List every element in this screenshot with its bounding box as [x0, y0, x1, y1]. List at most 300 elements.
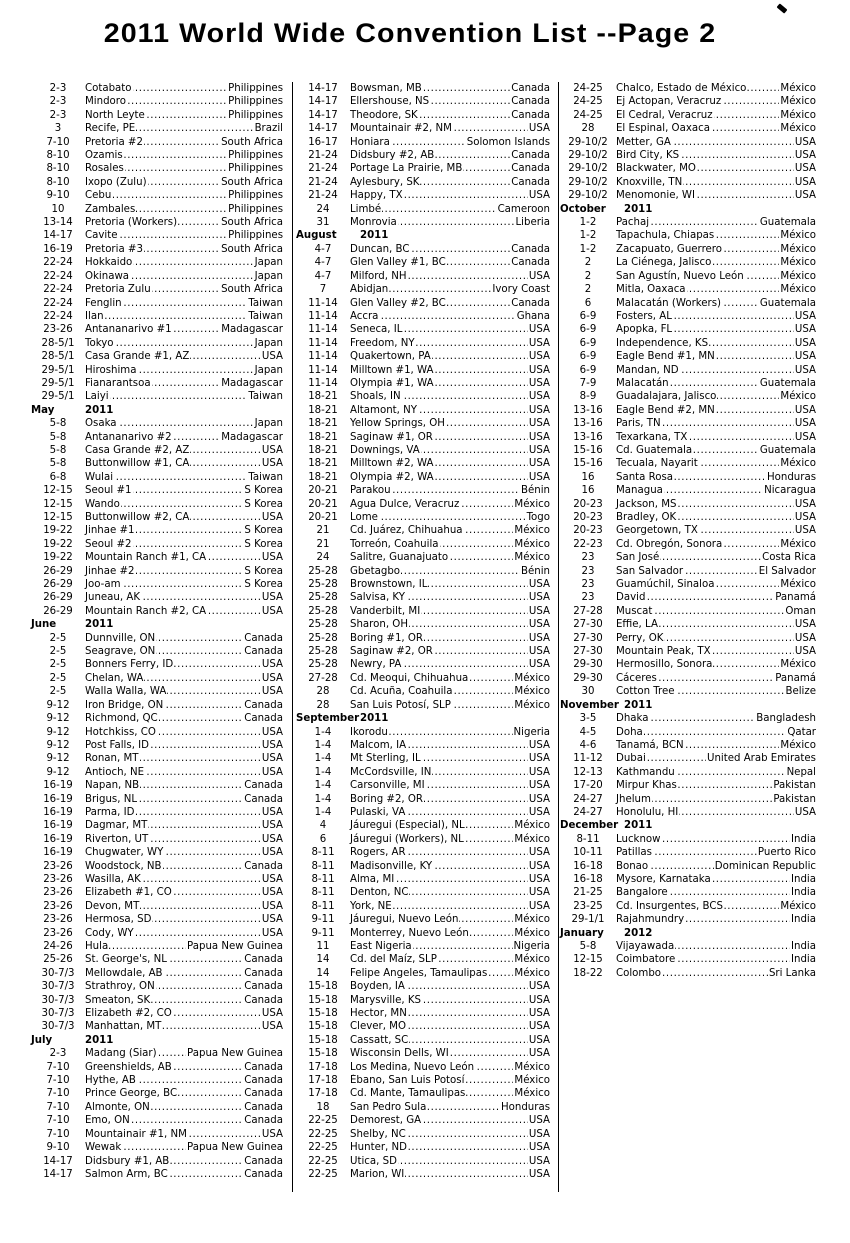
- convention-country: México: [780, 83, 816, 94]
- convention-country: South Africa: [221, 176, 283, 188]
- convention-dates: 4-7: [314, 257, 332, 269]
- convention-dates: 8-9: [579, 391, 597, 403]
- convention-row: [35, 149, 283, 162]
- convention-place: Ixopo (Zulu): [85, 176, 147, 188]
- convention-country: Canada: [244, 1155, 283, 1167]
- convention-country: Canada: [244, 1115, 283, 1127]
- convention-row: [300, 793, 550, 806]
- convention-dates: 23: [581, 579, 595, 591]
- convention-dates: 14-17: [43, 1168, 73, 1180]
- convention-place: Honiara: [350, 136, 390, 148]
- convention-place: Los Medina, Nuevo León: [350, 1061, 475, 1073]
- convention-row: [35, 256, 283, 269]
- convention-dates: 8-10: [46, 163, 70, 175]
- convention-row: [564, 216, 816, 229]
- convention-country: USA: [261, 753, 283, 765]
- convention-dates: 13-16: [573, 404, 603, 416]
- year-label: 2011: [360, 713, 389, 725]
- convention-place: Lome: [350, 512, 378, 523]
- convention-country: México: [514, 833, 550, 845]
- convention-country: México: [780, 391, 816, 403]
- convention-place: Shoals, IN: [350, 391, 401, 403]
- convention-row: [564, 256, 816, 269]
- convention-place-leader: [346, 752, 528, 765]
- convention-dates: 29-30: [573, 659, 603, 671]
- convention-row: [300, 752, 550, 765]
- convention-place: Vijayawada: [616, 941, 675, 952]
- convention-dates: 26-29: [43, 579, 73, 591]
- convention-place: Antananarivo #2: [85, 431, 172, 443]
- convention-country: México: [514, 1088, 550, 1100]
- convention-place-leader: [81, 712, 243, 725]
- convention-row: [35, 229, 283, 242]
- convention-row: [35, 350, 283, 363]
- convention-row: [564, 390, 816, 403]
- convention-country: El Salvador: [758, 565, 816, 577]
- convention-place-leader: [81, 819, 261, 832]
- convention-place: Demorest, GA: [350, 1115, 422, 1127]
- convention-place-leader: [612, 779, 772, 792]
- convention-place-leader: [612, 297, 759, 310]
- convention-row: [35, 364, 283, 377]
- convention-dates: 23-26: [43, 900, 73, 912]
- convention-place-leader: [612, 752, 706, 765]
- convention-place: Fosters, AL: [616, 310, 672, 322]
- convention-row: [564, 766, 816, 779]
- convention-place: Limbé: [350, 203, 382, 215]
- convention-dates: 24: [316, 203, 330, 215]
- convention-place-leader: [612, 216, 759, 229]
- convention-row: [300, 297, 550, 310]
- convention-place-leader: [346, 833, 513, 846]
- convention-dates: 7-10: [46, 1115, 70, 1127]
- convention-country: México: [514, 538, 550, 550]
- convention-place-leader: [81, 270, 254, 283]
- convention-place: Richmond, QC: [85, 713, 158, 725]
- convention-country: Qatar: [787, 726, 816, 738]
- convention-row: [300, 605, 550, 618]
- convention-place: Patillas: [616, 847, 652, 859]
- convention-country: USA: [528, 471, 550, 483]
- convention-place-leader: [612, 565, 758, 578]
- convention-row: [564, 417, 816, 430]
- convention-dates: 15-18: [308, 981, 338, 993]
- convention-place: Antananarivo #1: [85, 324, 172, 336]
- convention-place: Almonte, ON: [85, 1101, 150, 1113]
- convention-row: [300, 1007, 550, 1020]
- convention-row: [35, 1168, 283, 1181]
- convention-place-leader: [81, 846, 261, 859]
- convention-row: [564, 498, 816, 511]
- convention-row: [564, 685, 816, 698]
- convention-place: Cotabato: [85, 83, 132, 94]
- convention-row: [300, 940, 550, 953]
- convention-row: [300, 511, 550, 524]
- convention-place-leader: [81, 685, 261, 698]
- convention-place-leader: [81, 766, 261, 779]
- convention-country: Dominican Republic: [714, 860, 816, 872]
- convention-dates: 22-24: [43, 284, 73, 296]
- convention-place: Eagle Bend #1, MN: [616, 351, 715, 363]
- month-header: [31, 404, 283, 417]
- convention-row: [300, 176, 550, 189]
- convention-place-leader: [81, 176, 220, 189]
- convention-dates: 14: [316, 967, 330, 979]
- convention-place-leader: [346, 672, 513, 685]
- convention-place: Seoul #1: [85, 485, 132, 497]
- convention-place: Portage La Prairie, MB: [350, 163, 463, 175]
- convention-place: Blackwater, MO: [616, 163, 696, 175]
- convention-dates: 8-10: [46, 176, 70, 188]
- convention-dates: 6: [319, 833, 327, 845]
- convention-place-leader: [81, 551, 261, 564]
- convention-place: Glen Valley #2, BC: [350, 297, 446, 309]
- convention-dates: 23-26: [43, 914, 73, 926]
- convention-place: Seagrave, ON: [85, 646, 156, 658]
- convention-country: Bangladesh: [756, 713, 816, 725]
- convention-row: [300, 1101, 550, 1114]
- convention-country: USA: [528, 377, 550, 389]
- convention-place: Freedom, NY: [350, 337, 415, 349]
- convention-place: Metter, GA: [616, 136, 671, 148]
- convention-place: Cavite: [85, 230, 118, 242]
- convention-dates: 1-4: [314, 739, 332, 751]
- convention-row: [35, 712, 283, 725]
- convention-place-leader: [346, 1168, 528, 1181]
- convention-dates: 23: [581, 592, 595, 604]
- convention-row: [564, 940, 816, 953]
- convention-place-leader: [346, 417, 528, 430]
- convention-dates: 22-25: [308, 1155, 338, 1167]
- convention-place-leader: [346, 994, 528, 1007]
- convention-dates: 25-28: [308, 565, 338, 577]
- convention-country: USA: [528, 1048, 550, 1060]
- column-2: [296, 82, 550, 1181]
- convention-dates: 1-4: [314, 726, 332, 738]
- convention-place-leader: [612, 658, 779, 671]
- convention-row: [564, 524, 816, 537]
- convention-place-leader: [81, 229, 227, 242]
- convention-place-leader: [81, 524, 243, 537]
- convention-place: San Pedro Sula: [350, 1101, 427, 1113]
- convention-place-leader: [346, 685, 513, 698]
- convention-place: Cd. del Maíz, SLP: [350, 954, 437, 966]
- convention-place: Sharon, OH: [350, 619, 408, 631]
- convention-dates: 1-4: [314, 766, 332, 778]
- convention-country: USA: [794, 176, 816, 188]
- convention-place: El Espinal, Oaxaca: [616, 123, 710, 135]
- convention-row: [35, 645, 283, 658]
- convention-place: Aylesbury, SK: [350, 176, 420, 188]
- convention-row: [564, 632, 816, 645]
- convention-row: [300, 806, 550, 819]
- convention-place: Lucknow: [616, 833, 661, 845]
- convention-dates: 2-5: [49, 672, 67, 684]
- convention-country: Canada: [244, 967, 283, 979]
- convention-place-leader: [346, 779, 528, 792]
- convention-row: [300, 95, 550, 108]
- convention-row: [564, 779, 816, 792]
- convention-dates: 29-10/2: [568, 190, 608, 202]
- convention-country: USA: [528, 981, 550, 993]
- convention-place: Coimbatore: [616, 954, 676, 966]
- convention-place-leader: [81, 672, 261, 685]
- convention-country: USA: [261, 512, 283, 523]
- convention-country: Papua New Guinea: [187, 1142, 283, 1154]
- convention-row: [300, 658, 550, 671]
- convention-place: Glen Valley #1, BC: [350, 257, 446, 269]
- convention-row: [35, 726, 283, 739]
- convention-place-leader: [346, 95, 510, 108]
- convention-place-leader: [612, 645, 794, 658]
- convention-row: [564, 176, 816, 189]
- convention-country: Philippines: [228, 150, 283, 162]
- convention-place-leader: [81, 833, 261, 846]
- convention-place: Gbetagbo: [350, 565, 401, 577]
- convention-country: Japan: [254, 337, 283, 349]
- convention-dates: 28: [316, 699, 330, 711]
- convention-place-leader: [346, 645, 528, 658]
- convention-place: Bradley, OK: [616, 512, 677, 523]
- convention-place-leader: [346, 457, 528, 470]
- convention-place-leader: [81, 95, 227, 108]
- convention-row: [35, 913, 283, 926]
- column-divider: [292, 82, 293, 1192]
- convention-place: Wulai: [85, 471, 114, 483]
- convention-place: Kathmandu: [616, 766, 675, 778]
- convention-place: Napan, NB: [85, 780, 140, 792]
- convention-place-leader: [81, 297, 247, 310]
- convention-row: [35, 417, 283, 430]
- month-header: [31, 618, 283, 631]
- convention-dates: 18-21: [308, 404, 338, 416]
- convention-row: [35, 980, 283, 993]
- convention-dates: 18-21: [308, 391, 338, 403]
- convention-dates: 15-18: [308, 1034, 338, 1046]
- convention-place: Buttonwillow #1, CA: [85, 458, 190, 470]
- convention-dates: 16-19: [43, 806, 73, 818]
- convention-row: [35, 860, 283, 873]
- convention-dates: 30-7/3: [41, 981, 75, 993]
- convention-country: Liberia: [515, 217, 550, 229]
- convention-place: Dubai: [616, 753, 646, 765]
- convention-dates: 24-25: [573, 109, 603, 121]
- convention-row: [300, 833, 550, 846]
- convention-country: USA: [261, 726, 283, 738]
- convention-dates: 22-24: [43, 310, 73, 322]
- convention-dates: 16-19: [43, 847, 73, 859]
- convention-place-leader: [346, 565, 520, 578]
- convention-place-leader: [81, 216, 220, 229]
- convention-place: Seoul #2: [85, 538, 132, 550]
- convention-country: USA: [261, 592, 283, 604]
- convention-row: [35, 216, 283, 229]
- convention-row: [35, 484, 283, 497]
- convention-row: [300, 256, 550, 269]
- convention-place-leader: [346, 860, 528, 873]
- convention-place: Downings, VA: [350, 444, 420, 456]
- convention-place: Ozamis: [85, 150, 123, 162]
- convention-country: India: [790, 914, 816, 926]
- convention-dates: 17-18: [308, 1075, 338, 1087]
- convention-dates: 14: [316, 954, 330, 966]
- convention-place-leader: [81, 752, 261, 765]
- convention-row: [564, 364, 816, 377]
- convention-country: México: [514, 967, 550, 979]
- convention-dates: 8-11: [311, 887, 335, 899]
- convention-place: Ronan, MT: [85, 753, 139, 765]
- convention-country: México: [780, 230, 816, 242]
- convention-country: Canada: [511, 163, 550, 175]
- convention-place: Elizabeth #1, CO: [85, 887, 172, 899]
- convention-place-leader: [346, 1020, 528, 1033]
- convention-row: [35, 1114, 283, 1127]
- convention-dates: 29-5/1: [41, 377, 75, 389]
- convention-dates: 9-10: [46, 1142, 70, 1154]
- convention-dates: 25-28: [308, 605, 338, 617]
- convention-row: [35, 793, 283, 806]
- convention-country: USA: [528, 739, 550, 751]
- convention-place-leader: [612, 256, 779, 269]
- convention-country: Canada: [244, 793, 283, 805]
- convention-row: [35, 498, 283, 511]
- convention-dates: 9-11: [311, 927, 335, 939]
- convention-dates: 19-22: [43, 525, 73, 537]
- convention-dates: 20-23: [573, 512, 603, 523]
- convention-row: [300, 846, 550, 859]
- month-label: May: [31, 404, 55, 416]
- convention-place: Malacatán (Workers): [616, 297, 722, 309]
- convention-place: Cotton Tree: [616, 686, 675, 698]
- convention-place-leader: [612, 591, 774, 604]
- convention-country: S Korea: [244, 525, 283, 537]
- convention-row: [564, 444, 816, 457]
- convention-row: [564, 739, 816, 752]
- convention-place-leader: [346, 873, 528, 886]
- convention-place-leader: [81, 136, 220, 149]
- convention-place: Woodstock, NB: [85, 860, 162, 872]
- convention-row: [35, 511, 283, 524]
- convention-place: Pretoria #2: [85, 136, 143, 148]
- convention-dates: 21-24: [308, 163, 338, 175]
- convention-country: USA: [528, 780, 550, 792]
- convention-dates: 12-15: [573, 954, 603, 966]
- convention-place: Osaka: [85, 418, 117, 430]
- convention-country: Panamá: [775, 672, 816, 684]
- convention-dates: 14-17: [43, 1155, 73, 1167]
- convention-row: [300, 967, 550, 980]
- convention-dates: 11: [316, 941, 330, 952]
- convention-place: Hotchkiss, CO: [85, 726, 156, 738]
- convention-country: Guatemala: [759, 217, 816, 229]
- convention-row: [564, 283, 816, 296]
- convention-dates: 23: [581, 552, 595, 564]
- convention-row: [300, 471, 550, 484]
- convention-country: México: [780, 900, 816, 912]
- convention-row: [300, 953, 550, 966]
- convention-dates: 13-14: [43, 217, 73, 229]
- convention-place: Hermosa, SD: [85, 914, 152, 926]
- convention-place-leader: [346, 591, 528, 604]
- convention-dates: 17-18: [308, 1061, 338, 1073]
- convention-place-leader: [612, 498, 794, 511]
- convention-dates: 27-28: [308, 672, 338, 684]
- convention-place-leader: [612, 243, 779, 256]
- convention-country: USA: [261, 914, 283, 926]
- convention-dates: 29-1/1: [571, 914, 605, 926]
- convention-country: USA: [528, 1128, 550, 1140]
- convention-dates: 18-22: [573, 967, 603, 979]
- convention-row: [564, 658, 816, 671]
- convention-dates: 16-17: [308, 136, 338, 148]
- convention-country: USA: [528, 753, 550, 765]
- convention-country: Nigeria: [513, 726, 550, 738]
- convention-place: Tapachula, Chiapas: [616, 230, 715, 242]
- column-3: [560, 82, 816, 980]
- convention-row: [300, 457, 550, 470]
- convention-country: Japan: [254, 257, 283, 269]
- convention-dates: 15-18: [308, 994, 338, 1006]
- convention-place-leader: [612, 940, 790, 953]
- convention-country: México: [780, 458, 816, 470]
- convention-place-leader: [346, 511, 526, 524]
- convention-place-leader: [612, 726, 786, 739]
- convention-place: Rosales: [85, 163, 124, 175]
- convention-place-leader: [346, 699, 513, 712]
- convention-dates: 12-15: [43, 498, 73, 510]
- convention-dates: 21: [316, 525, 330, 537]
- convention-row: [564, 431, 816, 444]
- convention-place-leader: [81, 1020, 261, 1033]
- convention-dates: 21-24: [308, 190, 338, 202]
- convention-dates: 29-10/2: [568, 136, 608, 148]
- convention-place: Mountainair #2, NM: [350, 123, 452, 135]
- convention-place-leader: [612, 364, 794, 377]
- month-header: [296, 229, 550, 242]
- convention-country: USA: [261, 739, 283, 751]
- convention-country: Canada: [244, 860, 283, 872]
- convention-place: Ej Actopan, Veracruz: [616, 96, 722, 108]
- convention-country: Cameroon: [497, 203, 550, 215]
- convention-country: Sri Lanka: [768, 967, 816, 979]
- convention-place: Malcom, IA: [350, 739, 407, 751]
- convention-country: Ghana: [516, 310, 550, 322]
- convention-place: Jáuregui (Workers), NL: [350, 833, 464, 845]
- convention-dates: 9-12: [46, 753, 70, 765]
- convention-place: Colombo: [616, 967, 662, 979]
- convention-row: [35, 578, 283, 591]
- convention-country: USA: [528, 766, 550, 778]
- convention-place: Madisonville, KY: [350, 860, 433, 872]
- convention-row: [300, 927, 550, 940]
- month-label: August: [296, 230, 337, 242]
- convention-place-leader: [612, 551, 761, 564]
- convention-row: [300, 243, 550, 256]
- convention-country: Taiwan: [248, 297, 283, 309]
- convention-place-leader: [81, 658, 261, 671]
- convention-dates: 11-14: [308, 297, 338, 309]
- convention-place-leader: [81, 377, 220, 390]
- convention-place: Recife, PE: [85, 123, 136, 135]
- convention-place-leader: [612, 176, 794, 189]
- convention-dates: 26-29: [43, 605, 73, 617]
- convention-country: USA: [794, 418, 816, 430]
- convention-place-leader: [612, 310, 794, 323]
- convention-country: Canada: [244, 632, 283, 644]
- convention-dates: 29-5/1: [41, 391, 75, 403]
- convention-country: USA: [794, 190, 816, 202]
- convention-country: USA: [528, 579, 550, 591]
